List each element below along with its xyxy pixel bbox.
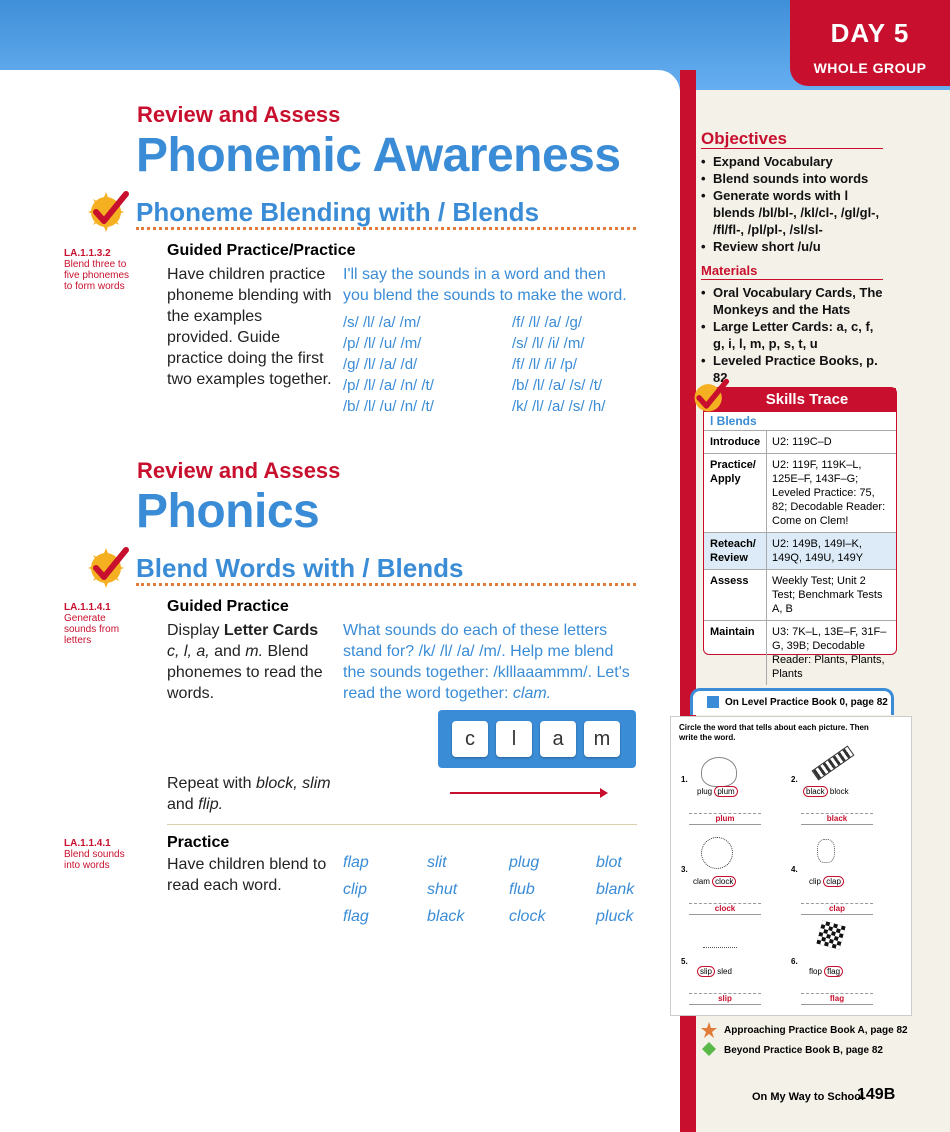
beyond-book: Beyond Practice Book B, page 82 <box>724 1045 883 1056</box>
answer-line: plum <box>689 813 761 825</box>
sound-item: /k/ /l/ /a/ /s/ /h/ <box>512 398 606 415</box>
instr-m: m. <box>245 643 264 660</box>
skills-trace-title: Skills Trace <box>704 388 896 412</box>
word: flag <box>343 908 369 925</box>
plum-picture <box>701 757 737 787</box>
choices <box>693 877 773 886</box>
instr-letters: c, l, a, <box>167 643 210 660</box>
practice-book-instructions: Circle the word that tells about each picture. Then write the word. <box>679 723 869 742</box>
standard-note <box>64 248 134 292</box>
diamond-icon <box>702 1042 716 1056</box>
blend-arrow-icon <box>450 786 610 800</box>
page-number: 149B <box>857 1086 896 1103</box>
word: flub <box>509 881 535 898</box>
letter-tile: m <box>584 721 620 757</box>
word: plug <box>509 854 540 871</box>
practice-label: Practice <box>167 834 230 851</box>
section2-title: Phonics <box>136 485 320 538</box>
item-number: 4. <box>791 865 798 874</box>
item-number: 5. <box>681 957 688 966</box>
choices <box>803 787 883 796</box>
skills-trace-box <box>703 387 897 680</box>
letter-card-tray <box>438 710 636 768</box>
approaching-book: Approaching Practice Book A, page 82 <box>724 1025 908 1036</box>
standard-text: Blend three to five phonemes to form words <box>64 259 130 292</box>
row-value: Weekly Test; Unit 2 Test; Benchmark Tests A, B <box>772 575 883 615</box>
skills-trace-row <box>704 431 896 454</box>
repeat-words: block, slim <box>255 775 331 792</box>
book-icon <box>707 696 719 708</box>
objective-item: • Review short /u/u <box>701 238 887 255</box>
group-label: WHOLE GROUP <box>813 60 927 76</box>
skills-trace-row <box>704 454 896 533</box>
section2-subtitle: Blend Words with / Blends <box>136 553 464 583</box>
practice-book-label: On Level Practice Book 0, page 82 <box>725 697 888 708</box>
practice-label: Guided Practice/Practice <box>167 242 356 259</box>
answer-line: clock <box>689 903 761 915</box>
standard-code: LA.1.1.4.1 <box>64 838 111 849</box>
word: blot <box>596 854 622 871</box>
divider <box>167 824 637 825</box>
instr-and: and <box>209 643 246 660</box>
choice: plug <box>697 787 713 796</box>
sound-item: /s/ /l/ /i/ /m/ <box>512 335 585 352</box>
instruction-text: Have children practice phoneme blending with the examples provided. Guide practice doing the first two examples together. <box>167 266 332 388</box>
answer-line: flag <box>801 993 873 1005</box>
clap-picture <box>817 839 835 863</box>
objectives-list <box>701 153 887 255</box>
standard-code: LA.1.1.4.1 <box>64 602 111 613</box>
practice-book-page <box>670 716 912 1016</box>
choice: clip <box>809 877 822 886</box>
teacher-script: I'll say the sounds in a word and then you blend the sounds to make the word. <box>343 266 627 304</box>
material-item: • Leveled Practice Books, p. 82 <box>701 352 887 386</box>
answer-line: clap <box>801 903 873 915</box>
script-word: clam. <box>512 685 552 702</box>
row-value: U3: 7K–L, 13E–F, 31F–G, 39B; Decodable Reader: Plants, Plants, Plants <box>772 626 887 680</box>
row-key: Maintain <box>704 621 767 685</box>
instr-bold: Letter Cards <box>223 622 319 639</box>
item-number: 3. <box>681 865 688 874</box>
checkmark-icon <box>86 188 130 232</box>
choice: sled <box>717 967 732 976</box>
skills-trace-row <box>704 570 896 621</box>
letter-tile: l <box>496 721 532 757</box>
checkmark-icon <box>86 544 130 588</box>
choice: block <box>829 787 849 796</box>
materials-list <box>701 284 887 386</box>
divider <box>701 148 883 149</box>
script-text: What sounds do each of these letters stand for? /k/ /l/ /a/ /m/. Help me blend the sounds together: /klllaaammm/. Let's read the word together: <box>343 622 630 702</box>
divider <box>701 279 883 280</box>
sound-item: /f/ /l/ /i/ /p/ <box>512 356 578 373</box>
choices <box>809 967 889 976</box>
day-tab <box>790 0 950 86</box>
sound-item: /g/ /l/ /a/ /d/ <box>343 356 418 373</box>
row-key: Practice/ Apply <box>704 454 767 532</box>
circled-choice: clap <box>823 876 844 887</box>
sound-item: /s/ /l/ /a/ /m/ <box>343 314 421 331</box>
letter-tile: c <box>452 721 488 757</box>
skills-trace-subtitle: l Blends <box>704 412 896 431</box>
practice-book-tab <box>690 688 894 715</box>
row-key: Assess <box>704 570 767 620</box>
choices <box>697 787 777 796</box>
star-icon <box>701 1022 717 1038</box>
slip-picture <box>703 929 737 948</box>
word: blank <box>596 881 635 898</box>
dotted-rule <box>136 583 636 586</box>
section1-kicker: Review and Assess <box>137 102 341 127</box>
sound-item: /f/ /l/ /a/ /g/ <box>512 314 583 331</box>
item-number: 1. <box>681 775 688 784</box>
repeat-instruction <box>167 773 367 815</box>
standard-text: Blend sounds into words <box>64 849 125 871</box>
section1-subtitle: Phoneme Blending with / Blends <box>136 197 540 227</box>
choices <box>697 967 777 976</box>
circled-choice: flag <box>824 966 843 977</box>
dotted-rule <box>136 227 636 230</box>
day-label: DAY 5 <box>830 18 910 48</box>
objectives-title: Objectives <box>701 129 787 148</box>
objective-item: • Generate words with l blends /bl/bl-, /kl/cl-, /gl/gl-, /fl/fl-, /pl/pl-, /sl/sl- <box>701 187 887 238</box>
word: shut <box>427 881 458 898</box>
word: clip <box>343 881 368 898</box>
row-value: U2: 119C–D <box>772 436 832 448</box>
clock-picture <box>701 837 733 869</box>
sound-item: /b/ /l/ /a/ /s/ /t/ <box>512 377 603 394</box>
objective-item: • Blend sounds into words <box>701 170 887 187</box>
guided-practice-label: Guided Practice <box>167 598 289 615</box>
instr-post: Blend phonemes to read the words. <box>167 643 323 702</box>
guided-script <box>343 620 638 704</box>
letter-tile: a <box>540 721 576 757</box>
row-key: Introduce <box>704 431 767 453</box>
word: clock <box>509 908 546 925</box>
sounds-list-left <box>343 312 503 417</box>
item-number: 6. <box>791 957 798 966</box>
row-value: U2: 119F, 119K–L, 125E–F, 143F–G; Leveled Practice: 75, 82; Decodable Reader: Come on Clem! <box>772 459 886 527</box>
standard-code: LA.1.1.3.2 <box>64 248 111 259</box>
sound-item: /p/ /l/ /u/ /m/ <box>343 335 422 352</box>
standard-note <box>64 602 134 646</box>
sound-item: /b/ /l/ /u/ /n/ /t/ <box>343 398 434 415</box>
sounds-list-right <box>512 312 672 417</box>
answer-line: slip <box>689 993 761 1005</box>
choice: flop <box>809 967 822 976</box>
choice: clam <box>693 877 710 886</box>
material-item: • Oral Vocabulary Cards, The Monkeys and the Hats <box>701 284 887 318</box>
standard-text: Generate sounds from letters <box>64 613 120 646</box>
section2-kicker: Review and Assess <box>137 458 341 483</box>
material-item: • Large Letter Cards: a, c, f, g, i, l, m, p, s, t, u <box>701 318 887 352</box>
circled-choice: clock <box>712 876 736 887</box>
flag-picture <box>816 920 845 949</box>
row-key: Reteach/ Review <box>704 533 767 569</box>
repeat-and: and <box>167 796 199 813</box>
instr-pre: Display <box>167 622 224 639</box>
word: pluck <box>596 908 634 925</box>
word: black <box>427 908 465 925</box>
guided-instruction <box>167 620 332 704</box>
checkmark-icon <box>690 376 730 416</box>
section1-title: Phonemic Awareness <box>136 129 621 182</box>
practice-instruction: Have children blend to read each word. <box>167 856 327 894</box>
word: slit <box>427 854 447 871</box>
materials-title: Materials <box>701 263 758 278</box>
repeat-pre: Repeat with <box>167 775 256 792</box>
choices <box>809 877 889 886</box>
circled-choice: black <box>803 786 828 797</box>
crayon-picture <box>812 745 855 780</box>
skills-trace-row <box>704 533 896 570</box>
answer-line: black <box>801 813 873 825</box>
circled-choice: plum <box>714 786 737 797</box>
objective-item: • Expand Vocabulary <box>701 153 887 170</box>
sound-item: /p/ /l/ /a/ /n/ /t/ <box>343 377 434 394</box>
circled-choice: slip <box>697 966 715 977</box>
footer-title: On My Way to School <box>752 1091 865 1103</box>
item-number: 2. <box>791 775 798 784</box>
repeat-last: flip. <box>198 796 224 813</box>
skills-trace-row <box>704 621 896 685</box>
standard-note <box>64 838 134 871</box>
word: flap <box>343 854 369 871</box>
row-value: U2: 149B, 149I–K, 149Q, 149U, 149Y <box>772 538 864 564</box>
